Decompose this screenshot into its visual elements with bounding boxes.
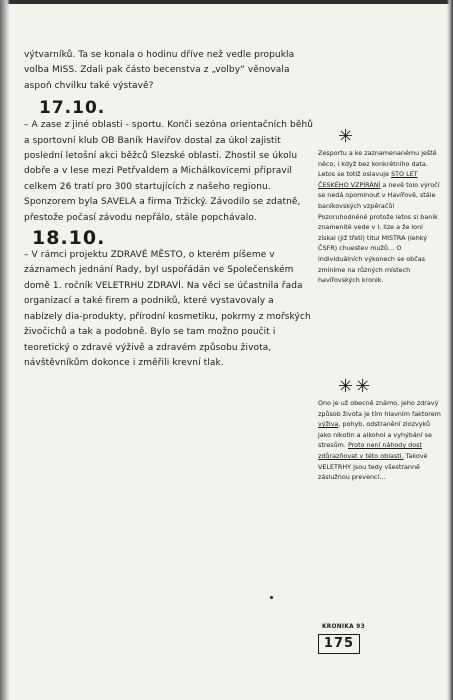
double-asterisk-icon: ✳✳ — [338, 376, 373, 397]
date-heading-2: 18.10. — [32, 227, 106, 250]
asterisk-icon: ✳ — [338, 126, 354, 147]
date-heading-1: 17.10. — [39, 98, 106, 119]
ink-dot — [270, 596, 273, 599]
margin-note-2-text-c: Proto není náhody dost zdůrazňovat v této oblasti. — [318, 441, 422, 460]
intro-paragraph: výtvarníků. Ta se konala o hodinu dříve než vedle propukla volba MISS. Zdali pak částo becenstva z „volby“ věnovala aspoň chvilku také výstavě? — [24, 50, 295, 91]
margin-note-1-text-a: Zesportu a ke zaznamenanému ještě něco, i když bez konkrétního data. Letos se totiž oslavuje — [318, 149, 437, 179]
margin-note-2-text-b: , pohyb, odstranění zlozvyků jako nikotin a alkohol a vyhýbání se stresům. — [318, 420, 432, 450]
margin-note-2-text-d: Takové VELETRHY jsou tedy všestranně záslužnou prevencí… — [318, 451, 428, 482]
chronicle-label: KRONIKA 93 — [322, 624, 365, 630]
main-column — [24, 48, 314, 371]
page-top-edge — [0, 0, 453, 4]
health-fair-paragraph: – V rámci projektu ZDRAVÉ MĚSTO, o kterém píšeme v záznamech jednání Rady, byl uspořádán ve Společenském domě 1. ročník VELETRHU ZDRAVÍ. Na věci se účastnila řada organizací a také firem a podniků, které vystavovaly a nabízely dia-produkty, přírodní kosmetiku, pokrmy z mořských živočichů a tak a podobně. Bylo se tam možno poučit i teoretický o zdravé výživě a zdravém způsobu života, návštěvníkům dokonce i změřili krevní tlak. — [24, 250, 311, 368]
margin-note-1-text-b: a nevě tolo výročí se nedá opominout v Havířově, stále baníkovských vzpěračů! Pozoruhodnéné protože letos si baník znamenité vede v I. lize a že loni získal (již třetí) titul MISTRA (lehký ČSFR) chuestev mužů… O individuálních výkonech se občas zmíníme na různých místech havířovských kronik. — [318, 180, 440, 285]
margin-note-2-text-a: Ono je už obecně známo, jeho zdravý způsob života je tím hlavním faktorem — [318, 399, 441, 418]
page-right-edge — [447, 0, 453, 700]
binding-shadow — [0, 0, 10, 700]
sport-paragraph: – A zase z jiné oblasti - sportu. Konči sezóna orientačních běhů a sportovní klub OB Baník Havířov dostal za úkol zajistit poslední letošní akci běžců Slezské oblasti. Zhostil se úkolu dobře a v lese mezi Petřvaldem a Michálkovicemi připravil celkem 26 tratí pro 300 startujících z našeho regionu. Sponzorem byla SAVELA a firma Tržický. Závodilo se zdatně, přestože počasí závodu nepřálo, stále popchávalo. — [24, 120, 314, 223]
page-number-box: 175 — [318, 634, 360, 654]
margin-note-1-highlight: STO LET ČESKÉHO VZPÍRÁNÍ — [318, 170, 418, 189]
margin-note-2 — [318, 398, 442, 483]
margin-note-2-highlight: výživa — [318, 420, 339, 429]
margin-note-1 — [318, 148, 442, 286]
